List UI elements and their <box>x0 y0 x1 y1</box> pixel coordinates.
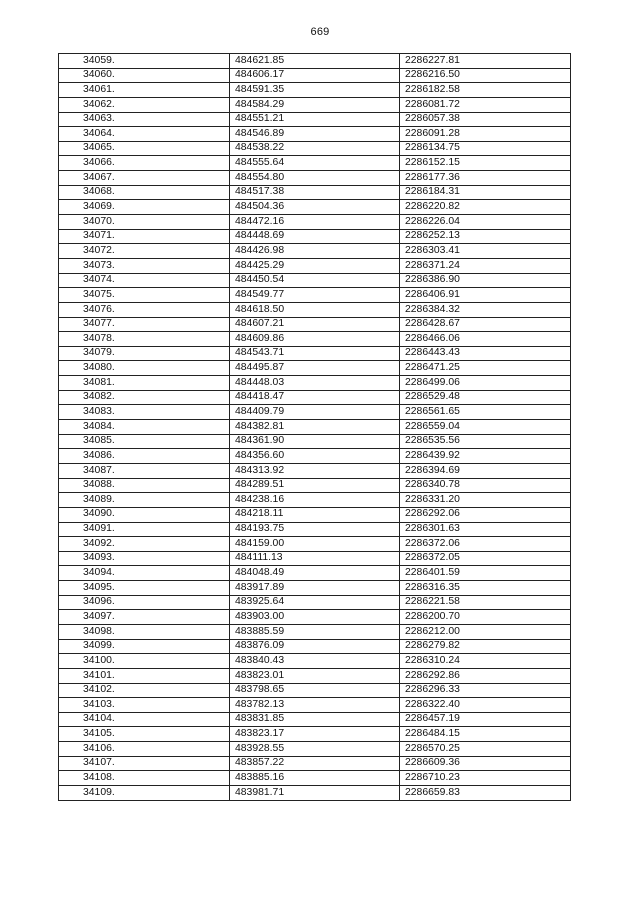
y-coordinate-cell: 2286406.91 <box>400 288 571 303</box>
x-coordinate-cell: 484418.47 <box>230 390 400 405</box>
x-coordinate-cell: 484606.17 <box>230 68 400 83</box>
y-coordinate-cell: 2286212.00 <box>400 624 571 639</box>
y-coordinate-cell: 2286226.04 <box>400 215 571 230</box>
point-number-cell: 34086. <box>59 449 230 464</box>
coordinate-table <box>58 53 571 801</box>
y-coordinate-cell: 2286561.65 <box>400 405 571 420</box>
y-coordinate-cell: 2286220.82 <box>400 200 571 215</box>
table-row <box>59 610 571 625</box>
x-coordinate-cell: 484448.03 <box>230 376 400 391</box>
point-number-cell: 34061. <box>59 83 230 98</box>
y-coordinate-cell: 2286057.38 <box>400 112 571 127</box>
table-row <box>59 493 571 508</box>
x-coordinate-cell: 484549.77 <box>230 288 400 303</box>
point-number-cell: 34087. <box>59 463 230 478</box>
x-coordinate-cell: 483885.16 <box>230 771 400 786</box>
table-row <box>59 420 571 435</box>
y-coordinate-cell: 2286484.15 <box>400 727 571 742</box>
y-coordinate-cell: 2286292.06 <box>400 507 571 522</box>
y-coordinate-cell: 2286227.81 <box>400 54 571 69</box>
y-coordinate-cell: 2286710.23 <box>400 771 571 786</box>
x-coordinate-cell: 484238.16 <box>230 493 400 508</box>
table-row <box>59 463 571 478</box>
point-number-cell: 34060. <box>59 68 230 83</box>
x-coordinate-cell: 484584.29 <box>230 97 400 112</box>
point-number-cell: 34074. <box>59 273 230 288</box>
x-coordinate-cell: 484409.79 <box>230 405 400 420</box>
y-coordinate-cell: 2286184.31 <box>400 185 571 200</box>
table-row <box>59 346 571 361</box>
point-number-cell: 34105. <box>59 727 230 742</box>
table-row <box>59 712 571 727</box>
x-coordinate-cell: 484193.75 <box>230 522 400 537</box>
table-row <box>59 141 571 156</box>
y-coordinate-cell: 2286292.86 <box>400 668 571 683</box>
x-coordinate-cell: 484425.29 <box>230 258 400 273</box>
x-coordinate-cell: 483782.13 <box>230 698 400 713</box>
point-number-cell: 34098. <box>59 624 230 639</box>
x-coordinate-cell: 484472.16 <box>230 215 400 230</box>
point-number-cell: 34104. <box>59 712 230 727</box>
x-coordinate-cell: 483981.71 <box>230 786 400 801</box>
y-coordinate-cell: 2286471.25 <box>400 361 571 376</box>
x-coordinate-cell: 484289.51 <box>230 478 400 493</box>
x-coordinate-cell: 484607.21 <box>230 317 400 332</box>
table-row <box>59 112 571 127</box>
x-coordinate-cell: 484382.81 <box>230 420 400 435</box>
table-row <box>59 668 571 683</box>
table-row <box>59 83 571 98</box>
x-coordinate-cell: 484543.71 <box>230 346 400 361</box>
point-number-cell: 34072. <box>59 244 230 259</box>
point-number-cell: 34076. <box>59 302 230 317</box>
y-coordinate-cell: 2286316.35 <box>400 581 571 596</box>
y-coordinate-cell: 2286322.40 <box>400 698 571 713</box>
table-row <box>59 434 571 449</box>
x-coordinate-cell: 483903.00 <box>230 610 400 625</box>
y-coordinate-cell: 2286371.24 <box>400 258 571 273</box>
point-number-cell: 34079. <box>59 346 230 361</box>
table-row <box>59 654 571 669</box>
y-coordinate-cell: 2286303.41 <box>400 244 571 259</box>
point-number-cell: 34100. <box>59 654 230 669</box>
table-row <box>59 244 571 259</box>
point-number-cell: 34096. <box>59 595 230 610</box>
table-row <box>59 756 571 771</box>
x-coordinate-cell: 484618.50 <box>230 302 400 317</box>
y-coordinate-cell: 2286609.36 <box>400 756 571 771</box>
x-coordinate-cell: 483831.85 <box>230 712 400 727</box>
table-row <box>59 581 571 596</box>
table-row <box>59 332 571 347</box>
x-coordinate-cell: 483823.01 <box>230 668 400 683</box>
table-row <box>59 361 571 376</box>
y-coordinate-cell: 2286279.82 <box>400 639 571 654</box>
point-number-cell: 34082. <box>59 390 230 405</box>
point-number-cell: 34090. <box>59 507 230 522</box>
point-number-cell: 34063. <box>59 112 230 127</box>
point-number-cell: 34095. <box>59 581 230 596</box>
x-coordinate-cell: 484448.69 <box>230 229 400 244</box>
point-number-cell: 34069. <box>59 200 230 215</box>
x-coordinate-cell: 483876.09 <box>230 639 400 654</box>
table-row <box>59 522 571 537</box>
table-row <box>59 478 571 493</box>
coordinate-table-body <box>59 54 571 801</box>
x-coordinate-cell: 483840.43 <box>230 654 400 669</box>
point-number-cell: 34094. <box>59 566 230 581</box>
table-row <box>59 215 571 230</box>
y-coordinate-cell: 2286296.33 <box>400 683 571 698</box>
point-number-cell: 34067. <box>59 171 230 186</box>
x-coordinate-cell: 484356.60 <box>230 449 400 464</box>
x-coordinate-cell: 484048.49 <box>230 566 400 581</box>
point-number-cell: 34092. <box>59 537 230 552</box>
x-coordinate-cell: 484538.22 <box>230 141 400 156</box>
y-coordinate-cell: 2286384.32 <box>400 302 571 317</box>
point-number-cell: 34073. <box>59 258 230 273</box>
y-coordinate-cell: 2286570.25 <box>400 742 571 757</box>
table-row <box>59 727 571 742</box>
point-number-cell: 34081. <box>59 376 230 391</box>
y-coordinate-cell: 2286386.90 <box>400 273 571 288</box>
point-number-cell: 34077. <box>59 317 230 332</box>
table-row <box>59 537 571 552</box>
y-coordinate-cell: 2286443.43 <box>400 346 571 361</box>
x-coordinate-cell: 484546.89 <box>230 127 400 142</box>
y-coordinate-cell: 2286200.70 <box>400 610 571 625</box>
y-coordinate-cell: 2286559.04 <box>400 420 571 435</box>
table-row <box>59 68 571 83</box>
point-number-cell: 34109. <box>59 786 230 801</box>
x-coordinate-cell: 484609.86 <box>230 332 400 347</box>
table-row <box>59 639 571 654</box>
point-number-cell: 34085. <box>59 434 230 449</box>
table-row <box>59 258 571 273</box>
table-row <box>59 786 571 801</box>
x-coordinate-cell: 484313.92 <box>230 463 400 478</box>
point-number-cell: 34101. <box>59 668 230 683</box>
y-coordinate-cell: 2286331.20 <box>400 493 571 508</box>
y-coordinate-cell: 2286659.83 <box>400 786 571 801</box>
point-number-cell: 34059. <box>59 54 230 69</box>
x-coordinate-cell: 484218.11 <box>230 507 400 522</box>
y-coordinate-cell: 2286182.58 <box>400 83 571 98</box>
table-row <box>59 624 571 639</box>
point-number-cell: 34068. <box>59 185 230 200</box>
y-coordinate-cell: 2286310.24 <box>400 654 571 669</box>
y-coordinate-cell: 2286529.48 <box>400 390 571 405</box>
table-row <box>59 171 571 186</box>
x-coordinate-cell: 483885.59 <box>230 624 400 639</box>
point-number-cell: 34084. <box>59 420 230 435</box>
table-row <box>59 405 571 420</box>
page-number: 669 <box>310 26 330 38</box>
y-coordinate-cell: 2286221.58 <box>400 595 571 610</box>
y-coordinate-cell: 2286252.13 <box>400 229 571 244</box>
y-coordinate-cell: 2286401.59 <box>400 566 571 581</box>
x-coordinate-cell: 483857.22 <box>230 756 400 771</box>
table-row <box>59 317 571 332</box>
table-row <box>59 566 571 581</box>
y-coordinate-cell: 2286439.92 <box>400 449 571 464</box>
x-coordinate-cell: 484361.90 <box>230 434 400 449</box>
y-coordinate-cell: 2286216.50 <box>400 68 571 83</box>
table-row <box>59 156 571 171</box>
x-coordinate-cell: 484159.00 <box>230 537 400 552</box>
table-row <box>59 54 571 69</box>
x-coordinate-cell: 484504.36 <box>230 200 400 215</box>
y-coordinate-cell: 2286372.05 <box>400 551 571 566</box>
y-coordinate-cell: 2286091.28 <box>400 127 571 142</box>
table-row <box>59 595 571 610</box>
y-coordinate-cell: 2286152.15 <box>400 156 571 171</box>
point-number-cell: 34088. <box>59 478 230 493</box>
x-coordinate-cell: 484111.13 <box>230 551 400 566</box>
x-coordinate-cell: 483798.65 <box>230 683 400 698</box>
point-number-cell: 34093. <box>59 551 230 566</box>
y-coordinate-cell: 2286499.06 <box>400 376 571 391</box>
point-number-cell: 34080. <box>59 361 230 376</box>
x-coordinate-cell: 484517.38 <box>230 185 400 200</box>
x-coordinate-cell: 483917.89 <box>230 581 400 596</box>
table-row <box>59 683 571 698</box>
table-row <box>59 390 571 405</box>
y-coordinate-cell: 2286394.69 <box>400 463 571 478</box>
table-row <box>59 273 571 288</box>
table-row <box>59 742 571 757</box>
table-row <box>59 127 571 142</box>
table-row <box>59 771 571 786</box>
x-coordinate-cell: 483928.55 <box>230 742 400 757</box>
point-number-cell: 34103. <box>59 698 230 713</box>
point-number-cell: 34064. <box>59 127 230 142</box>
y-coordinate-cell: 2286340.78 <box>400 478 571 493</box>
table-row <box>59 185 571 200</box>
point-number-cell: 34083. <box>59 405 230 420</box>
x-coordinate-cell: 483823.17 <box>230 727 400 742</box>
table-row <box>59 302 571 317</box>
x-coordinate-cell: 484621.85 <box>230 54 400 69</box>
y-coordinate-cell: 2286535.56 <box>400 434 571 449</box>
point-number-cell: 34078. <box>59 332 230 347</box>
table-row <box>59 200 571 215</box>
point-number-cell: 34108. <box>59 771 230 786</box>
table-row <box>59 97 571 112</box>
y-coordinate-cell: 2286301.63 <box>400 522 571 537</box>
point-number-cell: 34065. <box>59 141 230 156</box>
y-coordinate-cell: 2286428.67 <box>400 317 571 332</box>
point-number-cell: 34089. <box>59 493 230 508</box>
y-coordinate-cell: 2286177.36 <box>400 171 571 186</box>
point-number-cell: 34070. <box>59 215 230 230</box>
table-row <box>59 449 571 464</box>
table-row <box>59 551 571 566</box>
point-number-cell: 34097. <box>59 610 230 625</box>
y-coordinate-cell: 2286466.06 <box>400 332 571 347</box>
x-coordinate-cell: 484551.21 <box>230 112 400 127</box>
point-number-cell: 34102. <box>59 683 230 698</box>
point-number-cell: 34075. <box>59 288 230 303</box>
y-coordinate-cell: 2286134.75 <box>400 141 571 156</box>
table-row <box>59 698 571 713</box>
point-number-cell: 34099. <box>59 639 230 654</box>
point-number-cell: 34106. <box>59 742 230 757</box>
x-coordinate-cell: 483925.64 <box>230 595 400 610</box>
point-number-cell: 34066. <box>59 156 230 171</box>
table-row <box>59 229 571 244</box>
point-number-cell: 34107. <box>59 756 230 771</box>
x-coordinate-cell: 484450.54 <box>230 273 400 288</box>
x-coordinate-cell: 484426.98 <box>230 244 400 259</box>
y-coordinate-cell: 2286372.06 <box>400 537 571 552</box>
x-coordinate-cell: 484495.87 <box>230 361 400 376</box>
y-coordinate-cell: 2286081.72 <box>400 97 571 112</box>
x-coordinate-cell: 484555.64 <box>230 156 400 171</box>
x-coordinate-cell: 484554.80 <box>230 171 400 186</box>
x-coordinate-cell: 484591.35 <box>230 83 400 98</box>
point-number-cell: 34062. <box>59 97 230 112</box>
y-coordinate-cell: 2286457.19 <box>400 712 571 727</box>
table-row <box>59 376 571 391</box>
table-row <box>59 507 571 522</box>
point-number-cell: 34091. <box>59 522 230 537</box>
table-row <box>59 288 571 303</box>
point-number-cell: 34071. <box>59 229 230 244</box>
